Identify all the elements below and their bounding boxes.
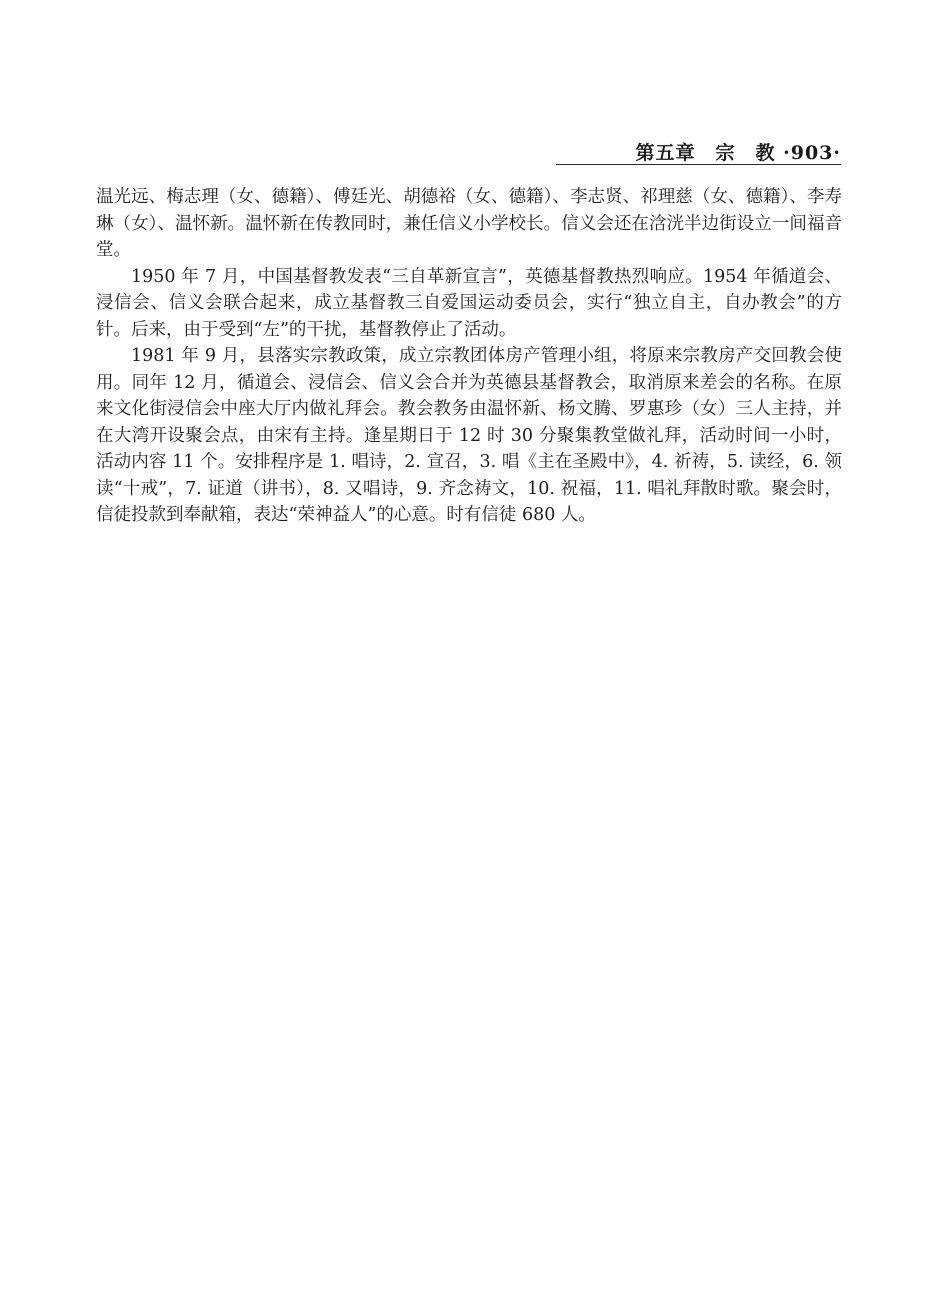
paragraph-2: 1950 年 7 月，中国基督教发表“三自革新宣言”，英德基督教热烈响应。1954 年循道会、浸信会、信义会联合起来，成立基督教三自爱国运动委员会，实行“独立自主，自办教会”的方针。后来，由于受到“左”的干扰，基督教停止了活动。 (96, 266, 842, 340)
body-text (96, 184, 842, 529)
paragraph-3: 1981 年 9 月，县落实宗教政策，成立宗教团体房产管理小组，将原来宗教房产交回教会使用。同年 12 月，循道会、浸信会、信义会合并为英德县基督教会，取消原来差会的名称。在原来文化街浸信会中座大厅内做礼拜会。教会教务由温怀新、杨文腾、罗惠珍（女）三人主持，并在大湾开设聚会点，由宋有主持。逢星期日于 12 时 30 分聚集教堂做礼拜，活动时间一小时，活动内容 11 个。安排程序是 1. 唱诗，2. 宣召，3. 唱《主在圣殿中》，4. 祈祷，5. 读经，6. 领读“十戒”，7. 证道（讲书），8. 又唱诗，9. 齐念祷文，10. 祝福，11. 唱礼拜散时歌。聚会时，信徒投款到奉献箱，表达“荣神益人”的心意。时有信徒 680 人。 (96, 346, 842, 525)
running-header (556, 138, 841, 165)
chapter-title: 第五章 宗 教 (635, 142, 776, 164)
page-number: ·903· (783, 142, 841, 164)
paragraph-1: 温光远、梅志理（女、德籍）、傅廷光、胡德裕（女、德籍）、李志贤、祁理慈（女、德籍）、李寿琳（女）、温怀新。温怀新在传教同时，兼任信义小学校长。信义会还在浛洸半边街设立一间福音堂。 (96, 187, 842, 260)
